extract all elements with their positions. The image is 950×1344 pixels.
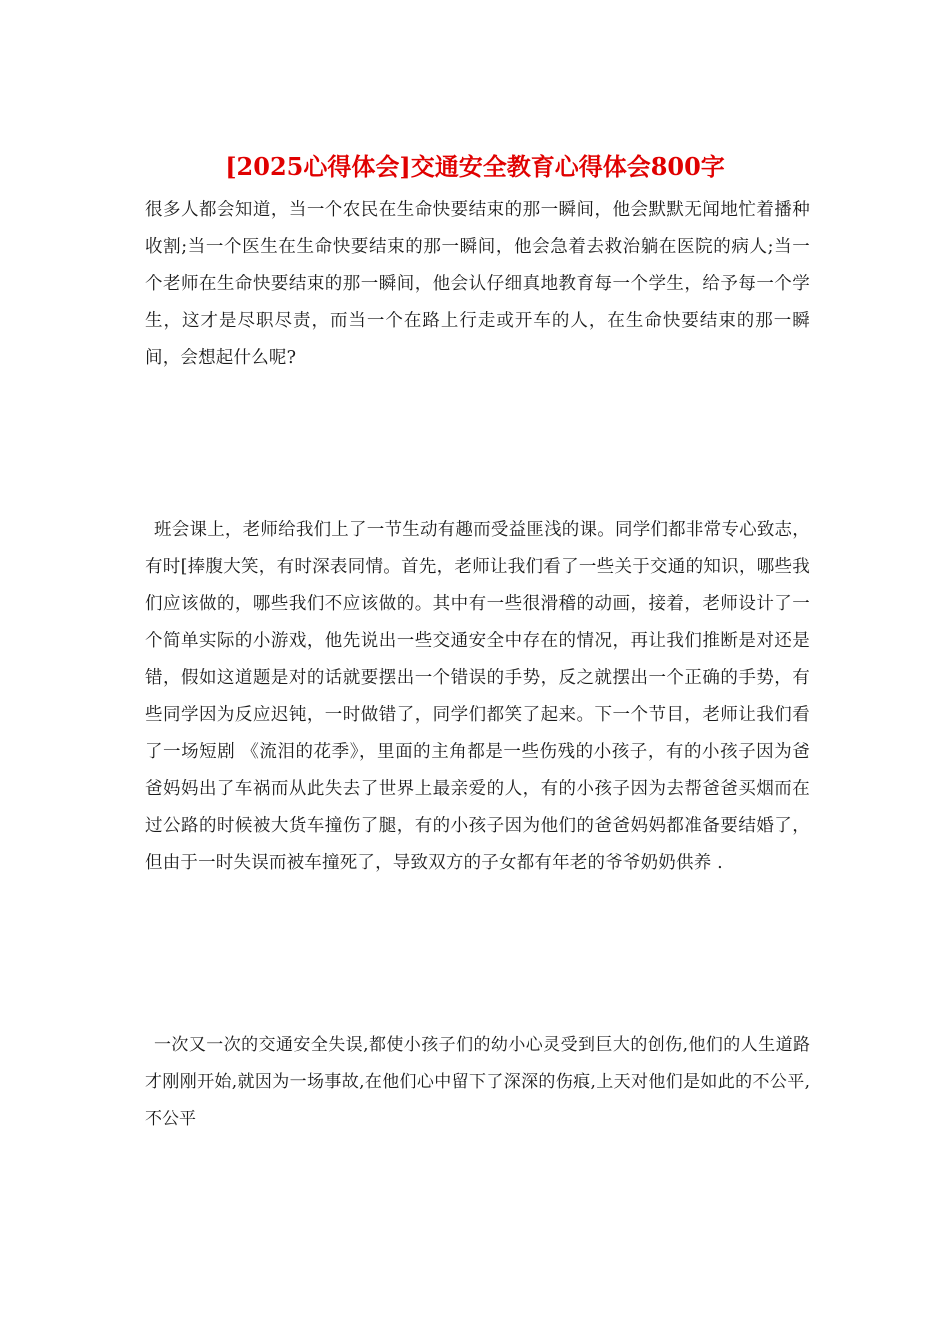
document-title: [2025心得体会]交通安全教育心得体会800字: [225, 152, 725, 181]
paragraph-conclusion: 一次又一次的交通安全失误,都使小孩子们的幼小心灵受到巨大的创伤,他们的人生道路才刚刚开始,就因为一场事故,在他们心中留下了深深的伤痕,上天对他们是如此的不公平,不公平: [145, 1035, 810, 1129]
paragraph-class-meeting: 班会课上，老师给我们上了一节生动有趣而受益匪浅的课。同学们都非常专心致志，有时[捧腹大笑，有时深表同情。首先，老师让我们看了一些关于交通的知识，哪些我们应该做的，哪些我们不应该做的。其中有一些很滑稽的动画，接着，老师设计了一个简单实际的小游戏，他先说出一些交通安全中存在的情况，再让我们推断是对还是错，假如这道题是对的话就要摆出一个错误的手势，反之就摆出一个正确的手势，有些同学因为反应迟钝，一时做错了，同学们都笑了起来。下一个节目，老师让我们看了一场短剧 《流泪的花季》，里面的主角都是一些伤残的小孩子，有的小孩子因为爸爸妈妈出了车祸而从此失去了世界上最亲爱的人，有的小孩子因为去帮爸爸买烟而在过公路的时候被大货车撞伤了腿，有的小孩子因为他们的爸爸妈妈都准备要结婚了，但由于一时失误而被车撞死了，导致双方的子女都有年老的爷爷奶奶供养 .: [145, 520, 810, 873]
paragraph-intro: 很多人都会知道，当一个农民在生命快要结束的那一瞬间，他会默默无闻地忙着播种收割;当一个医生在生命快要结束的那一瞬间，他会急着去救治躺在医院的病人;当一个老师在生命快要结束的那一瞬间，他会认仔细真地教育每一个学生，给予每一个学生，这才是尽职尽责，而当一个在路上行走或开车的人，在生命快要结束的那一瞬间，会想起什么呢?: [145, 200, 810, 368]
